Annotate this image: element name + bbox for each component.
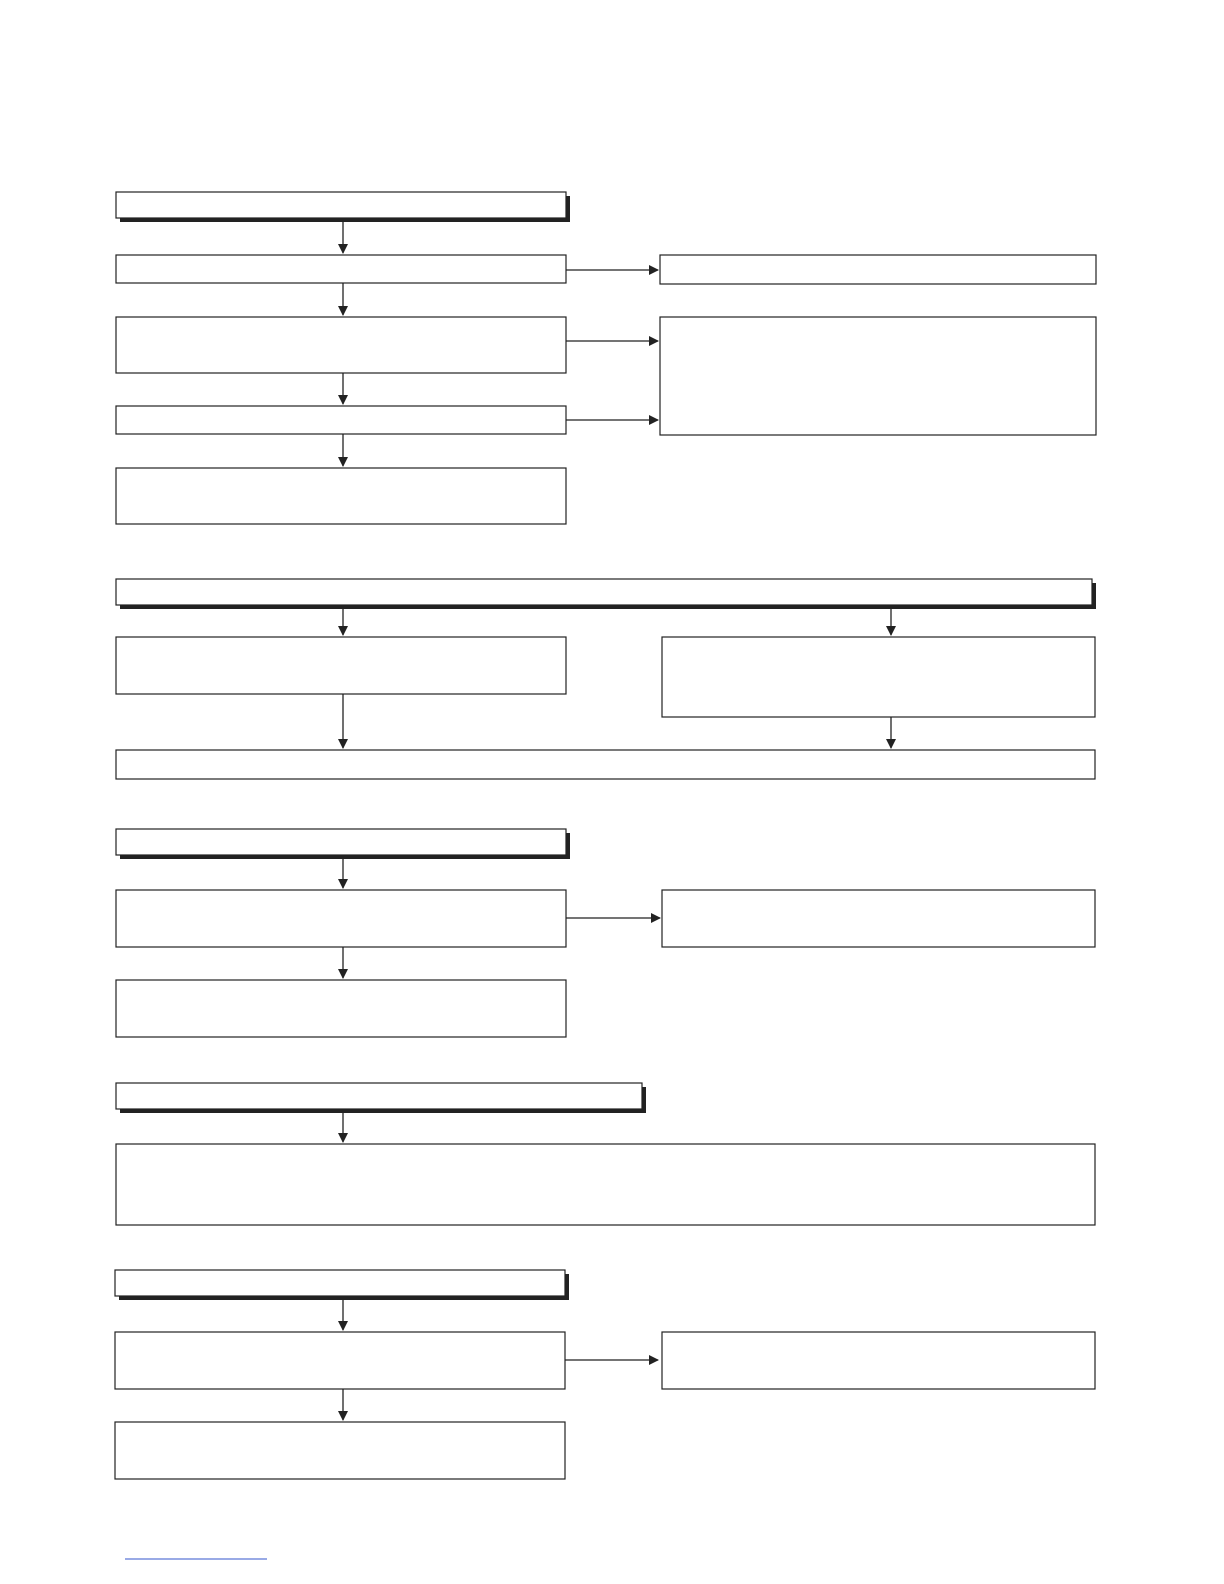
section-5-header xyxy=(115,1270,569,1300)
section-3-side-box-1 xyxy=(662,890,1095,947)
section-2 xyxy=(116,579,1096,779)
section-1 xyxy=(116,192,1096,524)
section-4 xyxy=(116,1083,1095,1225)
section-2-merge-box xyxy=(116,750,1095,779)
section-5-step-2 xyxy=(115,1422,565,1479)
section-1-step-2 xyxy=(116,317,566,373)
section-1-step-1 xyxy=(116,255,566,283)
section-3-step-2 xyxy=(116,980,566,1037)
section-5-step-1 xyxy=(115,1332,565,1389)
section-1-step-4 xyxy=(116,468,566,524)
section-3-header xyxy=(116,829,570,859)
section-2-branch-left xyxy=(116,637,566,694)
section-4-header xyxy=(116,1083,646,1113)
section-3-step-1 xyxy=(116,890,566,947)
section-4-step-1 xyxy=(116,1144,1095,1225)
section-5-side-box-1 xyxy=(662,1332,1095,1389)
section-1-side-box-1 xyxy=(660,255,1096,284)
section-5 xyxy=(115,1270,1095,1479)
section-1-header xyxy=(116,192,570,222)
section-1-step-3 xyxy=(116,406,566,434)
section-1-side-box-2 xyxy=(660,317,1096,435)
section-2-branch-right xyxy=(662,637,1095,717)
section-2-header xyxy=(116,579,1096,609)
section-3 xyxy=(116,829,1095,1037)
